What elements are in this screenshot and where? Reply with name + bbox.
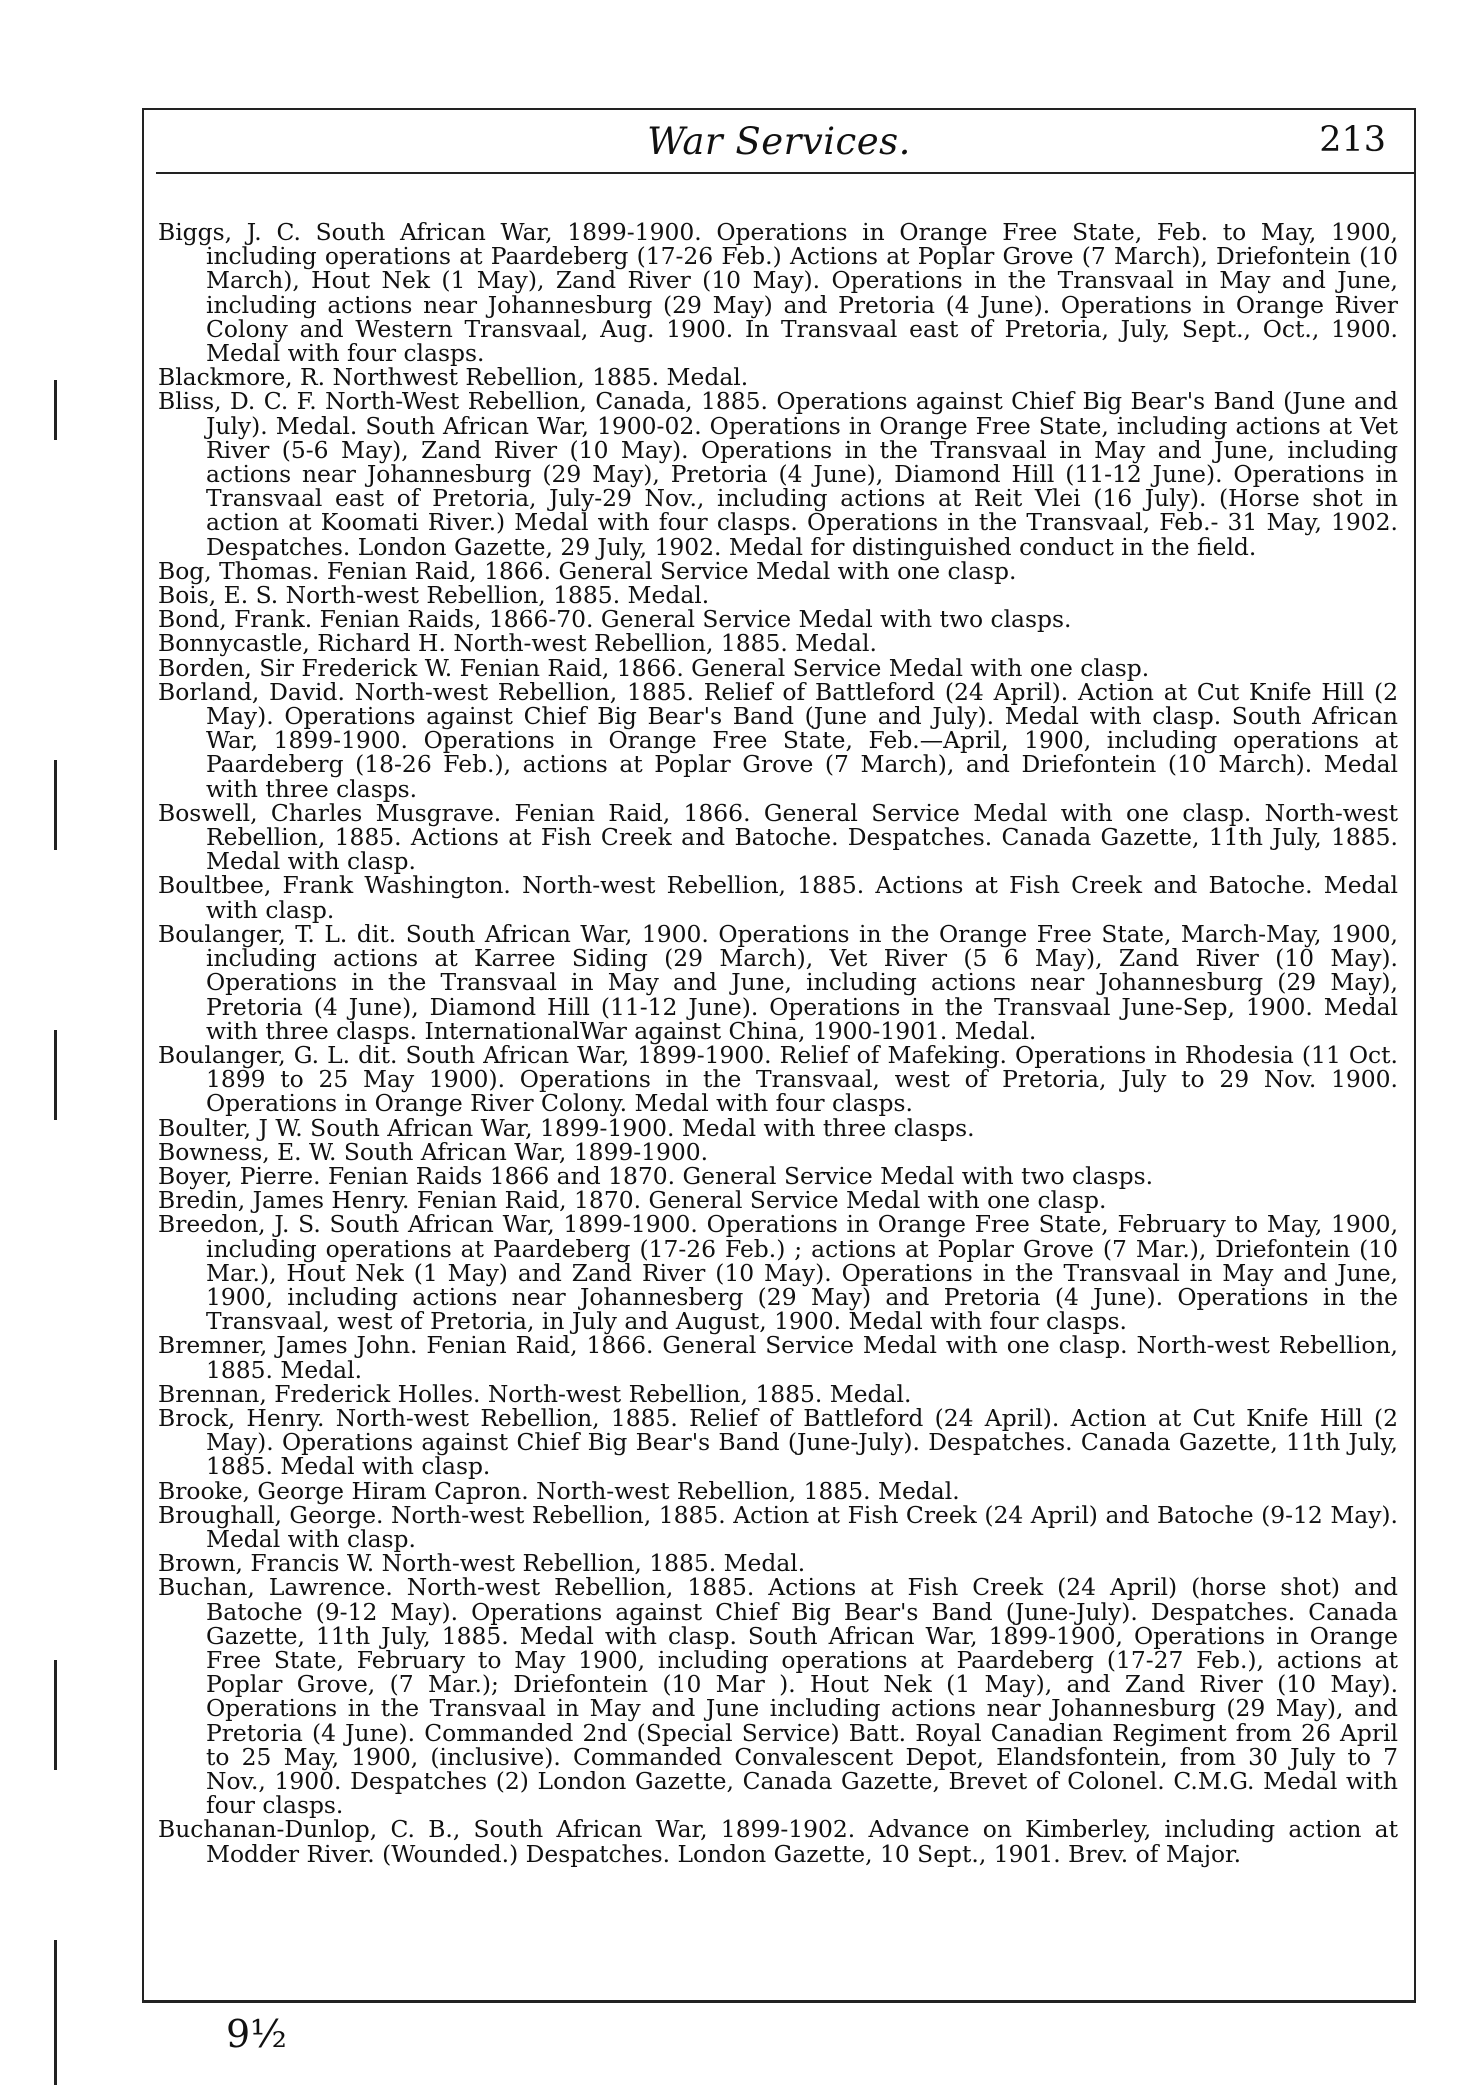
scan-edge-mark xyxy=(54,380,57,440)
entry: Blackmore, R. Northwest Rebellion, 1885. Medal. xyxy=(158,363,749,392)
entry: Broughall, George. North-west Rebellion, 1885. Action at Fish Creek (24 April) and Batoche (9-12 May). Medal with clasp. xyxy=(158,1500,1398,1553)
entry: Biggs, J. C. South African War, 1899-1900. Operations in Orange Free State, Feb. to May, 1900, including operations at Paardeberg (17-26 Feb.) Actions at Poplar Grove (7 March), Driefontein (10 March), Hout Nek (1 May), Zand River (10 May). Operations in the Transvaal in May and June, including actions near Johannesburg (29 May) and Pretoria (4 June). Operations in Orange River Colony and Western Transvaal, Aug. 1900. In Transvaal east of Pretoria, July, Sept., Oct., 1900. Medal with four clasps. xyxy=(158,218,1398,368)
scan-edge-mark xyxy=(54,1030,57,1120)
scan-edge-mark xyxy=(54,760,57,850)
entry: Bois, E. S. North-west Rebellion, 1885. Medal. xyxy=(158,581,710,610)
entry: Boyer, Pierre. Fenian Raids 1866 and 1870. General Service Medal with two clasps. xyxy=(158,1161,1154,1190)
entry: Bowness, E. W. South African War, 1899-1900. xyxy=(158,1137,709,1166)
entry: Borland, David. North-west Rebellion, 1885. Relief of Battleford (24 April). Action at Cut Knife Hill (2 May). Operations against Chief Big Bear's Band (June and July). Medal with clasp. South African War, 1899-1900. Operations in Orange Free State, Feb.—April, 1900, including operations at Paardeberg (18-26 Feb.), actions at Poplar Grove (7 March), and Driefontein (10 March). Medal with three clasps. xyxy=(158,677,1398,803)
entry: Bremner, James John. Fenian Raid, 1866. General Service Medal with one clasp. North-west Rebellion, 1885. Medal. xyxy=(158,1331,1398,1384)
entry: Brown, Francis W. North-west Rebellion, 1885. Medal. xyxy=(158,1549,806,1578)
scan-edge-mark xyxy=(54,1660,57,1770)
running-title: War Services. xyxy=(647,120,911,163)
entry: Bond, Frank. Fenian Raids, 1866-70. General Service Medal with two clasps. xyxy=(158,605,1072,634)
entry: Boulter, J W. South African War, 1899-1900. Medal with three clasps. xyxy=(158,1113,975,1142)
entry: Bliss, D. C. F. North-West Rebellion, Canada, 1885. Operations against Chief Big Bear's Band (June and July). Medal. South African War, 1900-02. Operations in Orange Free State, including actions at Vet River (5-6 May), Zand River (10 May). Operations in the Transvaal in May and June, including actions near Johannesburg (29 May), Pretoria (4 June), Diamond Hill (11-12 June). Operations in Transvaal east of Pretoria, July-29 Nov., including actions at Reit Vlei (16 July). (Horse shot in action at Koomati River.) Medal with four clasps. Operations in the Transvaal, Feb.- 31 May, 1902. Despatches. London Gazette, 29 July, 1902. Medal for distinguished conduct in the field. xyxy=(158,387,1398,561)
entry: Breedon, J. S. South African War, 1899-1900. Operations in Orange Free State, February to May, 1900, including operations at Paardeberg (17-26 Feb.) ; actions at Poplar Grove (7 Mar.), Driefontein (10 Mar.), Hout Nek (1 May) and Zand River (10 May). Operations in the Transvaal in May and June, 1900, including actions near Johannesberg (29 May) and Pretoria (4 June). Operations in the Transvaal, west of Pretoria, in July and August, 1900. Medal with four clasps. xyxy=(158,1210,1398,1336)
entry: Borden, Sir Frederick W. Fenian Raid, 1866. General Service Medal with one clasp. xyxy=(158,653,1150,682)
entry: Boulanger, T. L. dit. South African War, 1900. Operations in the Orange Free State, March-May, 1900, including actions at Karree Siding (29 March), Vet River (5 6 May), Zand River (10 May). Operations in the Transvaal in May and June, including actions near Johannesburg (29 May), Pretoria (4 June), Diamond Hill (11-12 June). Operations in the Transvaal June-Sep, 1900. Medal with three clasps. InternationalWar against China, 1900-1901. Medal. xyxy=(158,919,1398,1045)
entry: Brock, Henry. North-west Rebellion, 1885. Relief of Battleford (24 April). Action at Cut Knife Hill (2 May). Operations against Chief Big Bear's Band (June-July). Despatches. Canada Gazette, 11th July, 1885. Medal with clasp. xyxy=(158,1403,1398,1481)
bottom-rule xyxy=(144,2000,1414,2003)
entry: Buchan, Lawrence. North-west Rebellion, 1885. Actions at Fish Creek (24 April) (horse shot) and Batoche (9-12 May). Operations against Chief Big Bear's Band (June-July). Despatches. Canada Gazette, 11th July, 1885. Medal with clasp. South African War, 1899-1900, Operations in Orange Free State, February to May 1900, including operations at Paardeberg (17-27 Feb.), actions at Poplar Grove, (7 Mar.); Driefontein (10 Mar ). Hout Nek (1 May), and Zand River (10 May). Operations in the Transvaal in May and June including actions near Johannesburg (29 May), and Pretoria (4 June). Commanded 2nd (Special Service) Batt. Royal Canadian Regiment from 26 April to 25 May, 1900, (inclusive). Commanded Convalescent Depot, Elandsfontein, from 30 July to 7 Nov., 1900. Despatches (2) London Gazette, Canada Gazette, Brevet of Colonel. C.M.G. Medal with four clasps. xyxy=(158,1573,1398,1820)
entries-list xyxy=(158,220,1398,1866)
scan-edge-mark xyxy=(54,1940,57,2085)
signature-mark: 9½ xyxy=(226,2012,288,2056)
entry: Brennan, Frederick Holles. North-west Rebellion, 1885. Medal. xyxy=(158,1379,912,1408)
header-rule xyxy=(156,172,1414,174)
entry: Bonnycastle, Richard H. North-west Rebellion, 1885. Medal. xyxy=(158,629,877,658)
entry: Bredin, James Henry. Fenian Raid, 1870. General Service Medal with one clasp. xyxy=(158,1186,1107,1215)
entry: Boswell, Charles Musgrave. Fenian Raid, 1866. General Service Medal with one clasp. North-west Rebellion, 1885. Actions at Fish Creek and Batoche. Despatches. Canada Gazette, 11th July, 1885. Medal with clasp. xyxy=(158,798,1398,876)
top-rule xyxy=(144,108,1414,110)
entry: Boulanger, G. L. dit. South African War, 1899-1900. Relief of Mafeking. Operations in Rhodesia (11 Oct. 1899 to 25 May 1900). Operations in the Transvaal, west of Pretoria, July to 29 Nov. 1900. Operations in Orange River Colony. Medal with four clasps. xyxy=(158,1040,1398,1118)
page-frame xyxy=(142,108,1416,2003)
page-number: 213 xyxy=(1319,120,1386,160)
entry: Bog, Thomas. Fenian Raid, 1866. General Service Medal with one clasp. xyxy=(158,556,1017,585)
entry: Buchanan-Dunlop, C. B., South African War, 1899-1902. Advance on Kimberley, including action at Modder River. (Wounded.) Despatches. London Gazette, 10 Sept., 1901. Brev. of Major. xyxy=(158,1815,1398,1868)
entry: Brooke, George Hiram Capron. North-west Rebellion, 1885. Medal. xyxy=(158,1476,960,1505)
entry: Boultbee, Frank Washington. North-west Rebellion, 1885. Actions at Fish Creek and Batoche. Medal with clasp. xyxy=(158,871,1398,924)
